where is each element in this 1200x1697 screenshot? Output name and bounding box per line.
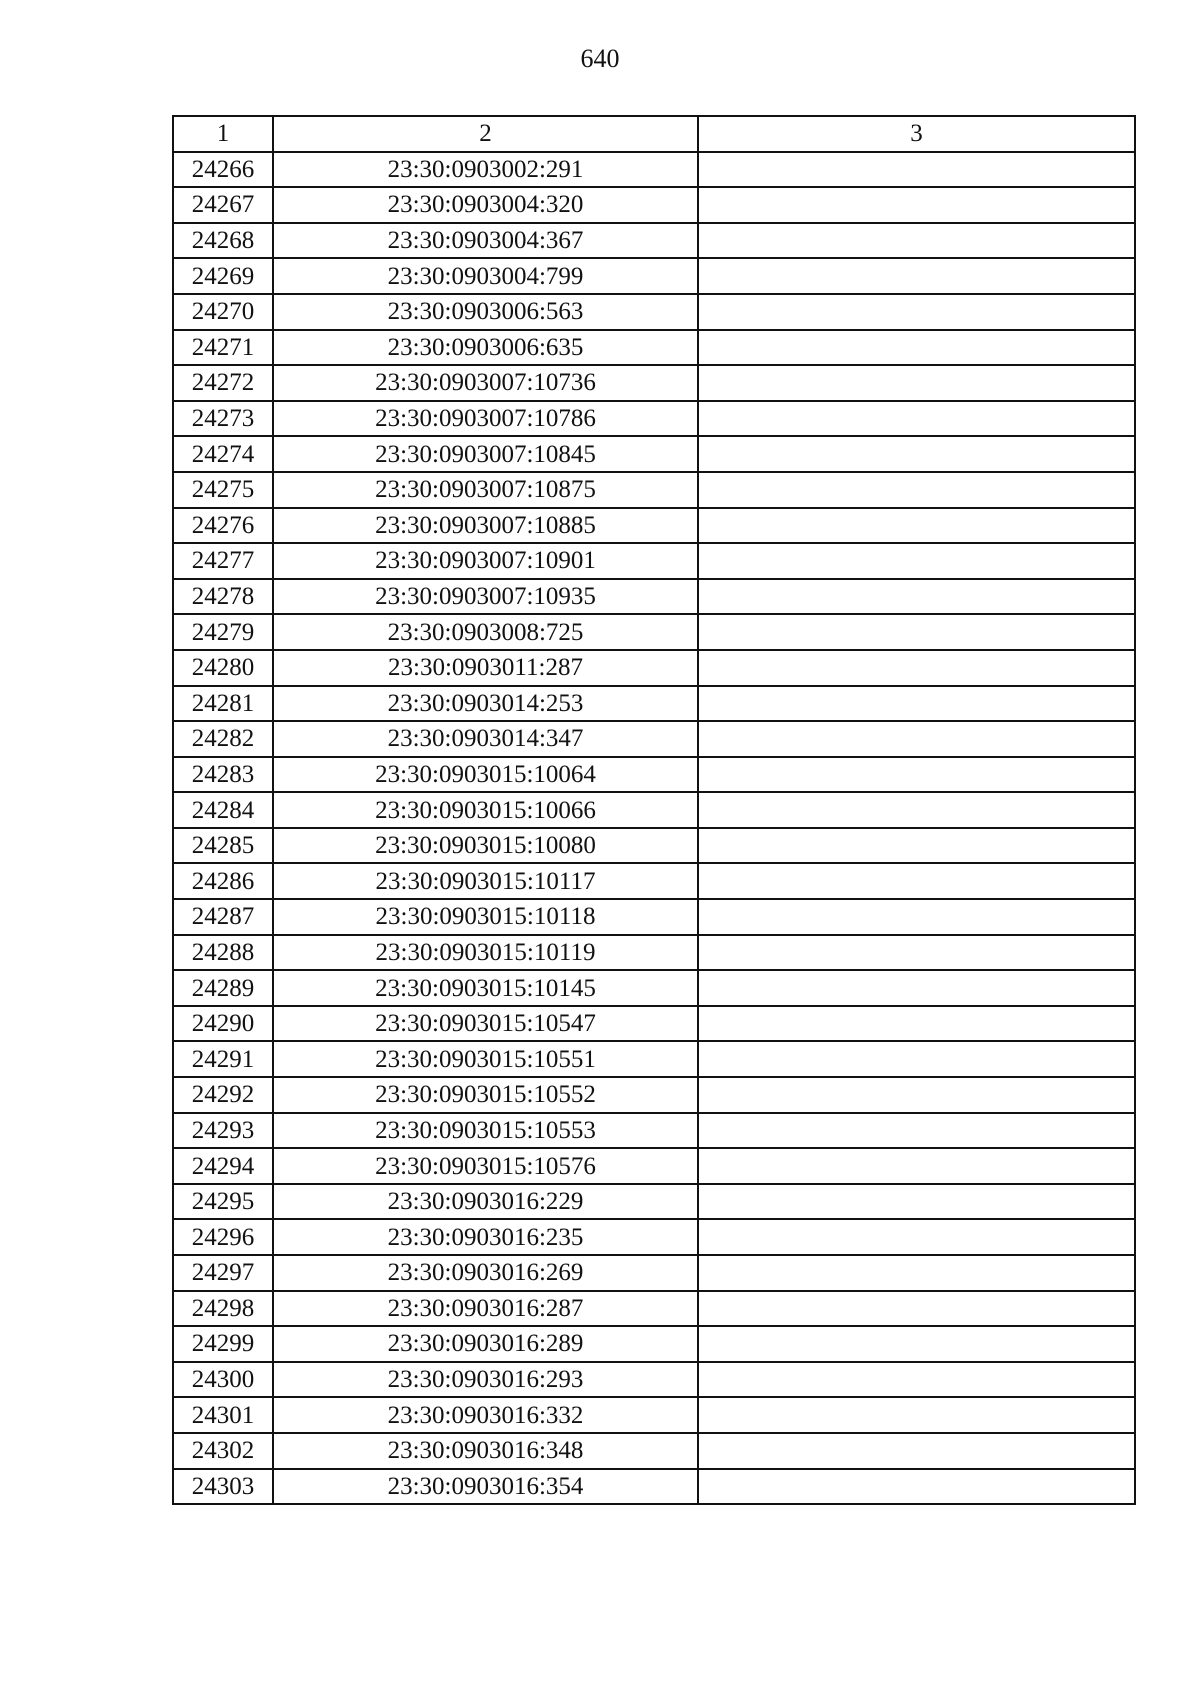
row-number-cell: 24287 (173, 899, 273, 935)
table-row (173, 1077, 1135, 1113)
note-cell (698, 294, 1135, 330)
table-row (173, 757, 1135, 793)
table-row (173, 187, 1135, 223)
note-cell (698, 365, 1135, 401)
table-row (173, 721, 1135, 757)
note-cell (698, 1362, 1135, 1398)
table-row (173, 1433, 1135, 1469)
table-row (173, 1291, 1135, 1327)
note-cell (698, 579, 1135, 615)
cadastral-number-cell: 23:30:0903015:10551 (273, 1041, 698, 1077)
cadastral-number-cell: 23:30:0903006:563 (273, 294, 698, 330)
note-cell (698, 863, 1135, 899)
row-number-cell: 24272 (173, 365, 273, 401)
cadastral-number-cell: 23:30:0903004:799 (273, 258, 698, 294)
cadastral-number-cell: 23:30:0903015:10066 (273, 792, 698, 828)
table-row (173, 899, 1135, 935)
cadastral-number-cell: 23:30:0903015:10080 (273, 828, 698, 864)
row-number-cell: 24296 (173, 1219, 273, 1255)
table-row (173, 330, 1135, 366)
note-cell (698, 686, 1135, 722)
row-number-cell: 24283 (173, 757, 273, 793)
note-cell (698, 1433, 1135, 1469)
table-row (173, 1255, 1135, 1291)
row-number-cell: 24285 (173, 828, 273, 864)
note-cell (698, 258, 1135, 294)
table-row (173, 1041, 1135, 1077)
note-cell (698, 1291, 1135, 1327)
table-row (173, 1397, 1135, 1433)
table-row (173, 614, 1135, 650)
note-cell (698, 899, 1135, 935)
note-cell (698, 543, 1135, 579)
table-row (173, 650, 1135, 686)
cadastral-number-cell: 23:30:0903007:10845 (273, 436, 698, 472)
note-cell (698, 1255, 1135, 1291)
cadastral-number-cell: 23:30:0903007:10736 (273, 365, 698, 401)
column-header-3: 3 (698, 116, 1135, 152)
cadastral-number-cell: 23:30:0903008:725 (273, 614, 698, 650)
cadastral-number-cell: 23:30:0903016:348 (273, 1433, 698, 1469)
note-cell (698, 152, 1135, 188)
note-cell (698, 1113, 1135, 1149)
cadastral-number-cell: 23:30:0903002:291 (273, 152, 698, 188)
note-cell (698, 1184, 1135, 1220)
row-number-cell: 24301 (173, 1397, 273, 1433)
cadastral-number-cell: 23:30:0903016:289 (273, 1326, 698, 1362)
row-number-cell: 24302 (173, 1433, 273, 1469)
note-cell (698, 650, 1135, 686)
cadastral-number-cell: 23:30:0903007:10786 (273, 401, 698, 437)
column-header-1: 1 (173, 116, 273, 152)
table-row (173, 401, 1135, 437)
cadastral-number-cell: 23:30:0903007:10935 (273, 579, 698, 615)
note-cell (698, 935, 1135, 971)
table-row (173, 828, 1135, 864)
note-cell (698, 614, 1135, 650)
row-number-cell: 24278 (173, 579, 273, 615)
table-row (173, 579, 1135, 615)
cadastral-number-cell: 23:30:0903015:10576 (273, 1148, 698, 1184)
column-header-2: 2 (273, 116, 698, 152)
row-number-cell: 24267 (173, 187, 273, 223)
row-number-cell: 24298 (173, 1291, 273, 1327)
row-number-cell: 24266 (173, 152, 273, 188)
table-row (173, 1362, 1135, 1398)
header-row (173, 116, 1135, 152)
cadastral-number-cell: 23:30:0903007:10901 (273, 543, 698, 579)
row-number-cell: 24270 (173, 294, 273, 330)
table-row (173, 1469, 1135, 1505)
note-cell (698, 223, 1135, 259)
row-number-cell: 24288 (173, 935, 273, 971)
table-row (173, 1184, 1135, 1220)
row-number-cell: 24277 (173, 543, 273, 579)
table-row (173, 365, 1135, 401)
cadastral-number-cell: 23:30:0903011:287 (273, 650, 698, 686)
cadastral-number-cell: 23:30:0903016:229 (273, 1184, 698, 1220)
cadastral-number-cell: 23:30:0903007:10875 (273, 472, 698, 508)
table-row (173, 223, 1135, 259)
row-number-cell: 24282 (173, 721, 273, 757)
table-row (173, 935, 1135, 971)
table-row (173, 436, 1135, 472)
cadastral-number-cell: 23:30:0903014:253 (273, 686, 698, 722)
row-number-cell: 24268 (173, 223, 273, 259)
row-number-cell: 24271 (173, 330, 273, 366)
table-row (173, 970, 1135, 1006)
table-row (173, 792, 1135, 828)
note-cell (698, 970, 1135, 1006)
note-cell (698, 1006, 1135, 1042)
row-number-cell: 24281 (173, 686, 273, 722)
note-cell (698, 721, 1135, 757)
note-cell (698, 1469, 1135, 1505)
note-cell (698, 436, 1135, 472)
note-cell (698, 1397, 1135, 1433)
row-number-cell: 24295 (173, 1184, 273, 1220)
row-number-cell: 24300 (173, 1362, 273, 1398)
row-number-cell: 24279 (173, 614, 273, 650)
row-number-cell: 24280 (173, 650, 273, 686)
table-row (173, 543, 1135, 579)
note-cell (698, 401, 1135, 437)
page-number: 640 (580, 44, 620, 73)
registry-table (172, 115, 1136, 1505)
note-cell (698, 1326, 1135, 1362)
note-cell (698, 1148, 1135, 1184)
table-row (173, 508, 1135, 544)
row-number-cell: 24273 (173, 401, 273, 437)
row-number-cell: 24275 (173, 472, 273, 508)
row-number-cell: 24291 (173, 1041, 273, 1077)
cadastral-number-cell: 23:30:0903007:10885 (273, 508, 698, 544)
cadastral-number-cell: 23:30:0903016:287 (273, 1291, 698, 1327)
table-body (173, 152, 1135, 1505)
note-cell (698, 1077, 1135, 1113)
cadastral-number-cell: 23:30:0903016:332 (273, 1397, 698, 1433)
row-number-cell: 24290 (173, 1006, 273, 1042)
note-cell (698, 1041, 1135, 1077)
cadastral-number-cell: 23:30:0903015:10547 (273, 1006, 698, 1042)
note-cell (698, 330, 1135, 366)
cadastral-number-cell: 23:30:0903015:10118 (273, 899, 698, 935)
note-cell (698, 508, 1135, 544)
row-number-cell: 24274 (173, 436, 273, 472)
cadastral-number-cell: 23:30:0903015:10145 (273, 970, 698, 1006)
note-cell (698, 792, 1135, 828)
row-number-cell: 24297 (173, 1255, 273, 1291)
cadastral-number-cell: 23:30:0903004:320 (273, 187, 698, 223)
note-cell (698, 472, 1135, 508)
table-row (173, 258, 1135, 294)
table-row (173, 1006, 1135, 1042)
table-row (173, 1148, 1135, 1184)
note-cell (698, 1219, 1135, 1255)
row-number-cell: 24299 (173, 1326, 273, 1362)
table-row (173, 294, 1135, 330)
row-number-cell: 24276 (173, 508, 273, 544)
note-cell (698, 828, 1135, 864)
row-number-cell: 24269 (173, 258, 273, 294)
cadastral-number-cell: 23:30:0903015:10119 (273, 935, 698, 971)
note-cell (698, 757, 1135, 793)
table-row (173, 1113, 1135, 1149)
table-row (173, 863, 1135, 899)
cadastral-number-cell: 23:30:0903016:354 (273, 1469, 698, 1505)
row-number-cell: 24284 (173, 792, 273, 828)
cadastral-number-cell: 23:30:0903016:293 (273, 1362, 698, 1398)
cadastral-number-cell: 23:30:0903015:10064 (273, 757, 698, 793)
row-number-cell: 24303 (173, 1469, 273, 1505)
table-row (173, 152, 1135, 188)
row-number-cell: 24294 (173, 1148, 273, 1184)
table-row (173, 686, 1135, 722)
cadastral-number-cell: 23:30:0903016:269 (273, 1255, 698, 1291)
cadastral-number-cell: 23:30:0903015:10553 (273, 1113, 698, 1149)
row-number-cell: 24289 (173, 970, 273, 1006)
cadastral-number-cell: 23:30:0903006:635 (273, 330, 698, 366)
table-row (173, 1326, 1135, 1362)
cadastral-number-cell: 23:30:0903014:347 (273, 721, 698, 757)
table-row (173, 1219, 1135, 1255)
cadastral-number-cell: 23:30:0903016:235 (273, 1219, 698, 1255)
cadastral-number-cell: 23:30:0903015:10117 (273, 863, 698, 899)
table-row (173, 472, 1135, 508)
row-number-cell: 24293 (173, 1113, 273, 1149)
row-number-cell: 24292 (173, 1077, 273, 1113)
note-cell (698, 187, 1135, 223)
cadastral-number-cell: 23:30:0903015:10552 (273, 1077, 698, 1113)
cadastral-number-cell: 23:30:0903004:367 (273, 223, 698, 259)
row-number-cell: 24286 (173, 863, 273, 899)
